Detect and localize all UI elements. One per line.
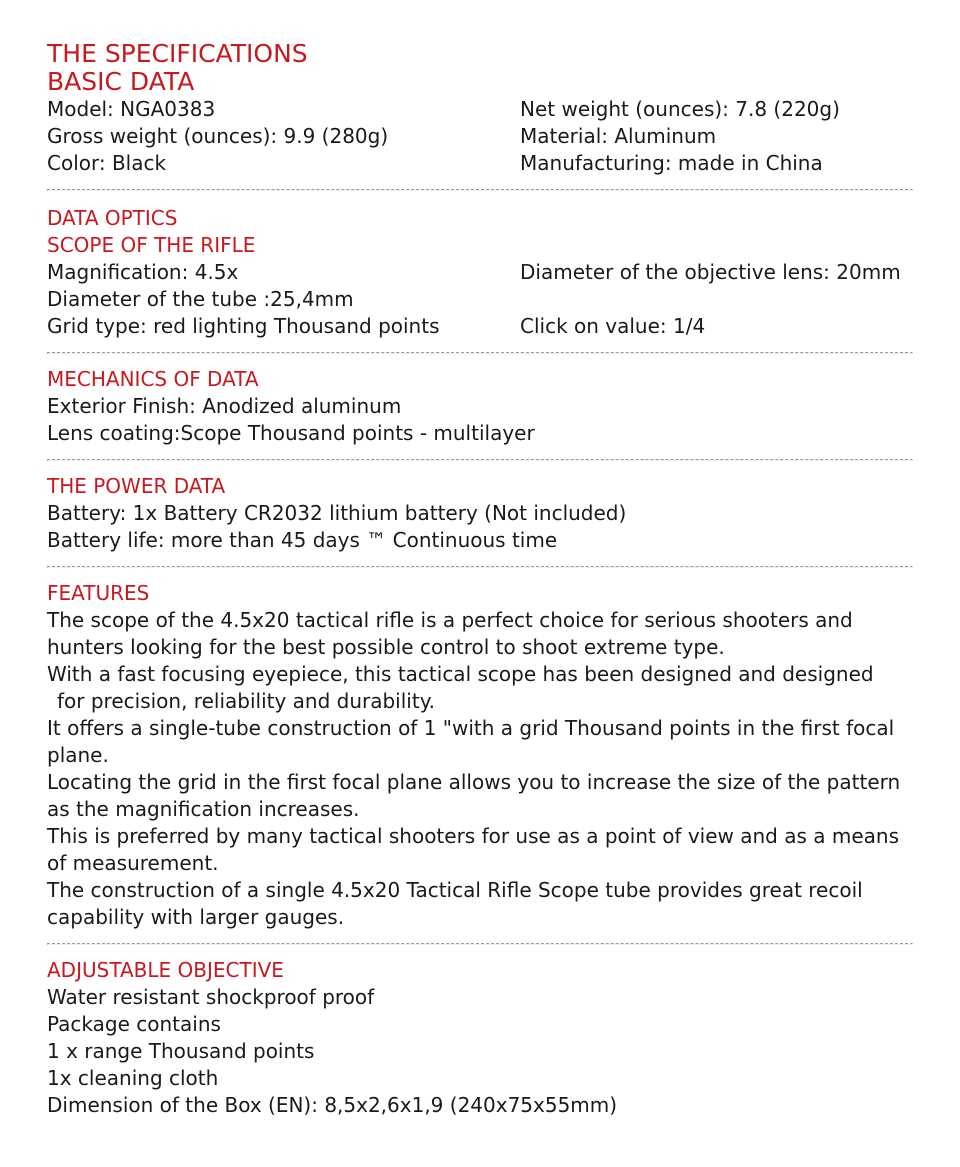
specifications-title: THE SPECIFICATIONS — [47, 39, 308, 68]
objective-line: Package contains — [47, 1012, 221, 1036]
tube-diameter: Diameter of the tube :25,4mm — [47, 287, 354, 311]
gross-weight: Gross weight (ounces): 9.9 (280g) — [47, 124, 389, 148]
grid-type: Grid type: red lighting Thousand points — [47, 314, 440, 338]
data-optics-heading: DATA OPTICS — [47, 206, 178, 230]
material: Material: Aluminum — [520, 124, 717, 148]
feature-paragraph: Locating the grid in the first focal plane allows you to increase the size of the pattern as the magnification increases. — [47, 770, 901, 821]
battery-life: Battery life: more than 45 days ™ Continuous time — [47, 528, 558, 552]
section-data-optics — [47, 205, 913, 340]
mechanics-heading: MECHANICS OF DATA — [47, 367, 259, 391]
divider — [47, 566, 913, 568]
section-mechanics — [47, 366, 913, 447]
divider — [47, 189, 913, 191]
section-power — [47, 473, 913, 554]
feature-paragraph-continued: for precision, reliability and durability. — [57, 689, 436, 713]
manufacturing: Manufacturing: made in China — [520, 151, 823, 175]
scope-heading: SCOPE OF THE RIFLE — [47, 233, 256, 257]
section-basic-data — [47, 40, 913, 177]
basic-data-title: BASIC DATA — [47, 67, 195, 96]
net-weight: Net weight (ounces): 7.8 (220g) — [520, 97, 840, 121]
feature-paragraph: The scope of the 4.5x20 tactical rifle is a perfect choice for serious shooters and hunters looking for the best possible control to shoot extreme type. — [47, 608, 853, 659]
divider — [47, 459, 913, 461]
feature-paragraph: With a fast focusing eyepiece, this tactical scope has been designed and designed — [47, 662, 874, 686]
divider — [47, 943, 913, 945]
battery: Battery: 1x Battery CR2032 lithium battery (Not included) — [47, 501, 627, 525]
objective-line: 1 x range Thousand points — [47, 1039, 315, 1063]
model: Model: NGA0383 — [47, 97, 216, 121]
color: Color: Black — [47, 151, 167, 175]
click-value: Click on value: 1/4 — [520, 314, 706, 338]
section-adjustable-objective — [47, 957, 913, 1119]
objective-line: Water resistant shockproof proof — [47, 985, 375, 1009]
feature-paragraph: The construction of a single 4.5x20 Tactical Rifle Scope tube provides great recoil capability with larger gauges. — [47, 878, 863, 929]
feature-paragraph: It offers a single-tube construction of 1 "with a grid Thousand points in the first focal plane. — [47, 716, 895, 767]
exterior-finish: Exterior Finish: Anodized aluminum — [47, 394, 402, 418]
magnification: Magnification: 4.5x — [47, 260, 239, 284]
objective-line: Dimension of the Box (EN): 8,5x2,6x1,9 (240x75x55mm) — [47, 1093, 618, 1117]
divider — [47, 352, 913, 354]
features-heading: FEATURES — [47, 581, 150, 605]
section-features — [47, 580, 913, 931]
power-heading: THE POWER DATA — [47, 474, 226, 498]
objective-heading: ADJUSTABLE OBJECTIVE — [47, 958, 284, 982]
spec-sheet — [47, 40, 913, 1119]
objective-diameter: Diameter of the objective lens: 20mm — [520, 260, 901, 284]
lens-coating: Lens coating:Scope Thousand points - multilayer — [47, 421, 535, 445]
objective-line: 1x cleaning cloth — [47, 1066, 219, 1090]
feature-paragraph: This is preferred by many tactical shooters for use as a point of view and as a means of measurement. — [47, 824, 900, 875]
